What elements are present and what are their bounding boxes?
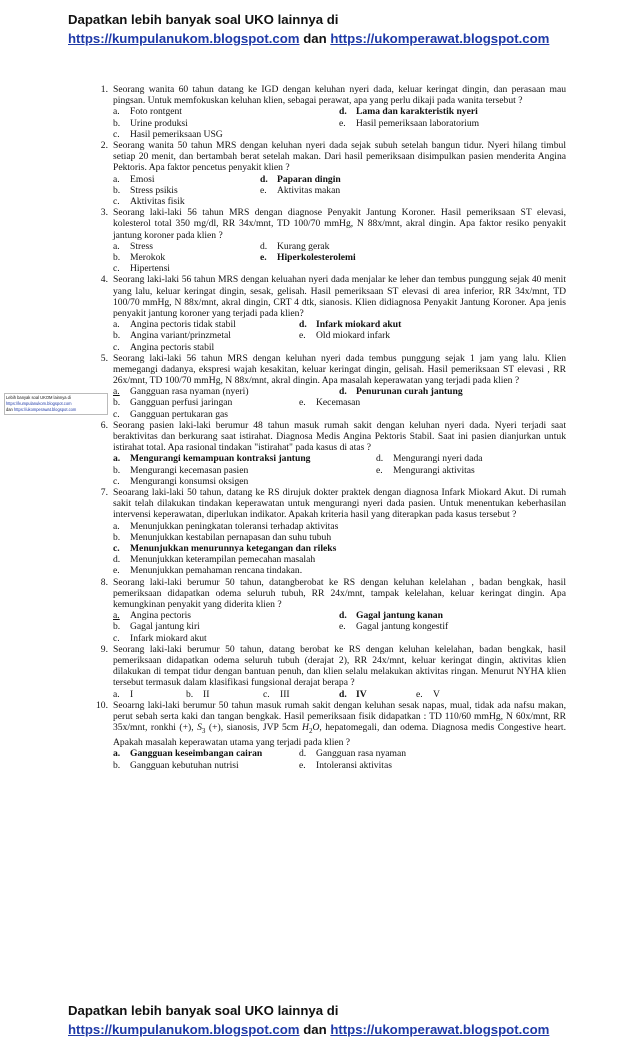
side-note-link-kumpulanukom[interactable]: https://kumpulanukom.blogspot.com [6,401,72,406]
answer-option [339,386,463,397]
option-text: Angina pectoris tidak stabil [130,319,236,331]
question-number: 10. [96,699,108,711]
answer-option [186,689,209,700]
answer-option [113,241,153,252]
answer-row [113,532,566,543]
option-text: Stress [130,240,153,252]
header-link-ukomperawat[interactable]: https://ukomperawat.blogspot.com [330,31,550,46]
option-letter: c. [113,263,120,275]
answer-option [299,319,401,330]
option-text: Stress psikis [130,184,178,196]
option-letter: a. [113,610,120,622]
side-note-and: dan [6,407,13,412]
answer-row [113,543,566,554]
question-item [90,487,566,577]
answer-option [113,319,236,330]
option-text: Mengurangi kecemasan pasien [130,464,249,476]
question-text: Seorang laki-laki berumur 50 tahun, datang berobat ke RS dengan keluhan kelelahan, badan bengkak, hasil pemeriksaan didapatkan odema seluruh tubuh (derajat 2), RR 24x/mnt, keluar keringat dingin, aktivitas klien dilakukan di tempat tidur dengan bantuan penuh, dan klien selalu melakukan aktivitas ringan. Menurut NYHA klien tersebut termasuk dalam klasifikasi fungsional derajat berapa ? [113,643,566,689]
answer-options [113,521,566,577]
answer-option [339,621,448,632]
answer-option [299,760,392,771]
option-text: Gangguan rasa nyaman [316,748,407,760]
option-text: Menunjukkan menurunnya ketegangan dan rileks [130,543,337,555]
option-letter: a. [113,688,120,700]
option-letter: e. [260,184,267,196]
answer-option [263,689,290,700]
option-letter: b. [186,688,194,700]
option-text: Emosi [130,173,155,185]
option-text: Mengurangi konsumsi oksigen [130,475,249,487]
answer-option [113,185,178,196]
answer-row [113,476,566,487]
option-text: Hasil pemeriksaan USG [130,128,223,140]
answer-option [376,465,475,476]
answer-row [113,521,566,532]
option-letter: e. [376,464,383,476]
option-letter: c. [113,341,120,353]
option-text: Menunjukkan kestabilan pernapasan dan suhu tubuh [130,531,332,543]
answer-option [260,185,340,196]
option-letter: b. [113,117,121,129]
footer-link-kumpulanukom[interactable]: https://kumpulanukom.blogspot.com [68,1022,300,1037]
option-text: Paparan dingin [277,173,341,185]
side-note-line1: Lebih banyak soal UKOM lainnya di [6,395,71,400]
answer-row [113,129,566,140]
option-letter: a. [113,386,120,398]
option-letter: e. [339,621,346,633]
question-number: 3. [100,207,108,219]
option-letter: c. [263,688,270,700]
answer-row [113,196,566,207]
answer-option [113,610,191,621]
option-letter: d. [299,319,307,331]
answer-option [260,174,341,185]
answer-option [113,118,188,129]
answer-option [113,409,228,420]
answer-options [113,241,566,275]
question-number: 1. [100,84,108,95]
answer-option [416,689,440,700]
answer-row [113,174,566,185]
header-link-kumpulanukom[interactable]: https://kumpulanukom.blogspot.com [68,31,300,46]
option-letter: d. [260,173,268,185]
answer-option [339,689,367,700]
option-text: I [130,688,134,700]
option-letter: e. [299,330,306,342]
answer-option [113,748,262,759]
answer-option [113,532,331,543]
option-text: Gagal jantung kanan [356,610,443,622]
option-text: Angina pectoris stabil [130,341,215,353]
question-text: Seorang laki-laki 56 tahun MRS dengan diagnose Penyakit Jantung Koroner. Hasil pemeriksaan ST elevasi, kolesterol total 350 mg/dl, RR 34x/mnt, TD 100/70 mmHg, N 88x/mnt, akral dingin. Apa faktor resiko penyakit jantung koroner pada klien ? [113,207,566,241]
option-text: Mengurangi kemampuan kontraksi jantung [130,453,311,465]
option-text: Aktivitas fisik [130,195,185,207]
option-letter: a. [113,520,120,532]
answer-option [113,397,232,408]
answer-option [299,330,390,341]
question-item [90,644,566,700]
answer-option [113,476,248,487]
footer-line1: Dapatkan lebih banyak soal UKO lainnya di [68,1003,339,1018]
option-letter: e. [416,688,423,700]
answer-row [113,633,566,644]
option-letter: d. [339,386,347,398]
question-item [90,577,566,644]
header-links [68,29,608,48]
option-text: Penurunan curah jantung [356,386,463,398]
answer-row [113,252,566,263]
question-text: Seoarang laki-laki 50 tahun, datang ke RS dirujuk dokter praktek dengan diagnosa Infark Miokard Akut. Di rumah sakit telah dilakukan tindakan keperawatan untuk mengurangi nyeri dada pasien. Untuk menentukan keberhasilan intervensi keperawatan, diperlukan indikator. Apakah kriteria hasil yang diterapkan pada kasus tersebut ? [113,487,566,521]
option-text: II [203,688,210,700]
answer-option [113,760,239,771]
question-item [90,140,566,207]
option-text: Angina pectoris [130,610,192,622]
option-text: Gangguan keseimbangan cairan [130,748,263,760]
question-item [90,420,566,487]
answer-options [113,174,566,208]
option-text: Mengurangi nyeri dada [393,453,483,465]
option-letter: d. [299,748,307,760]
question-text: Seorang laki-laki 56 tahun MRS dengan keluhan nyeri dada tembus punggung sejak 1 jam yang lalu. Klien memegangi dadanya, ekspresi wajah kesakitan, keluar keringat dingin, gelisah. Hasil pemeriksaan ST elevasi , RR 26x/mnt, TD 100/70 mmHg, N 88x/mnt, akral dingin. Apa masalah keperawatan yang terjadi pada klien ? [113,352,566,387]
option-text: Gangguan perfusi jaringan [130,397,233,409]
answer-options [113,610,566,644]
answer-row [113,554,566,565]
option-letter: a. [113,748,121,760]
option-letter: c. [113,543,120,555]
option-letter: d. [339,688,347,700]
answer-option [376,453,483,464]
option-letter: c. [113,195,120,207]
question-item [90,207,566,274]
question-text: Seorang laki-laki berumur 50 tahun, datangberobat ke RS dengan keluhan kelelahan , badan bengkak, hasil pemeriksaan didapatkan odema seluruh tubuh, RR 24x/mnt, tampak kelelahan, keluar keringat dingin. Apa kemungkinan penyakit yang diderita klien ? [113,576,566,610]
answer-option [113,174,155,185]
question-text: Seorang laki-laki 56 tahun MRS dengan keluahan nyeri dada menjalar ke leher dan tembus punggung sejak 40 menit yang lalu, keluar keringat dingin, sesak, gelisah. Hasil pemeriksaan ST elevasi di area inferior, RR 34x/mnt, TD 100/70 mmHg, N 88x/mnt, akral dingin, CRT 4 dtk, sianosis. Klien didiagnosa Penyakit Jantung Koroner. Apa jenis penyakit jantung koroner yang terjadi pada klien? [113,274,566,319]
answer-row [113,760,566,771]
option-letter: c. [113,475,120,487]
answer-row [113,241,566,252]
answer-option [113,252,165,263]
option-text: Menunjukkan keterampilan pemecahan masalah [130,554,316,566]
option-letter: c. [113,128,120,140]
answer-row [113,565,566,576]
answer-option [113,689,133,700]
answer-row [113,748,566,759]
option-text: Aktivitas makan [277,184,341,196]
question-text: Seoarng laki-laki berumur 50 tahun masuk rumah sakit dengan keluhan sesak napas, mual, tidak ada nafsu makan, perut sebah serta kaki dan tangan bengkak. Hasil pemeriksaan fisik didapatkan : TD 110/60 mmHg, N 60x/mnt, RR 35x/mnt, ronkhi (+), $S_3$ (+), sianosis, JVP 5cm $H_2O$, hepatomegali, dan odema. Diagnosa medis Congestive heart. Apakah masalah keperawatan utama yang terjadi pada klien ? [113,699,566,749]
question-text: Seorang pasien laki-laki berumur 48 tahun masuk rumah sakit dengan keluhan nyeri dada. Nyeri terjadi saat beraktivitas dan berkurang saat istirahat. Diagnosa Medis Angina Pektoris Stabil. Saat ini pasien dianjurkan untuk istirahat total. Apa rasional tindakan "istirahat" pada kasus di atas ? [113,419,566,454]
option-letter: a. [113,453,121,465]
option-text: Gagal jantung kiri [130,621,200,633]
question-item [90,700,566,771]
answer-row [113,386,566,397]
option-text: Gagal jantung kongestif [356,621,449,633]
option-letter: b. [113,759,121,771]
answer-option [113,263,170,274]
option-text: Menunjukkan pemahaman rencana tindakan. [130,565,303,577]
answer-options [113,106,566,140]
option-letter: e. [113,565,120,577]
option-text: Urine produksi [130,117,188,129]
answer-row [113,185,566,196]
option-text: Kecemasan [316,397,361,409]
option-text: Hasil pemeriksaan laboratorium [356,117,480,129]
answer-option [113,129,223,140]
answer-row [113,610,566,621]
page-footer [68,1001,608,1039]
question-text: Seorang wanita 60 tahun datang ke IGD dengan keluhan nyeri dada, keluar keringat dingin, dan perasaan mau pingsan. Untuk memfokuskan keluhan klien, sebagai perawat, apa yang perlu dikaji pada wanita tersebut ? [113,84,566,107]
option-text: Infark miokard akut [316,319,402,331]
side-note-link-ukomperawat[interactable]: https://ukomperawat.blogspot.com [13,407,77,412]
answer-option [113,465,248,476]
answer-option [113,106,182,117]
answer-row [113,342,566,353]
option-text: III [280,688,290,700]
answer-option [299,397,360,408]
question-number: 2. [100,139,108,151]
footer-link-ukomperawat[interactable]: https://ukomperawat.blogspot.com [330,1022,550,1037]
header-and: dan [303,31,327,46]
option-text: Menunjukkan peningkatan toleransi terhadap aktivitas [130,520,339,532]
answer-options [113,689,566,700]
option-letter: a. [113,319,120,331]
answer-option [339,106,478,117]
answer-row [113,330,566,341]
question-text: Seorang wanita 50 tahun MRS dengan keluhan nyeri dada sejak subuh setelah bangun tidur. Nyeri hilang timbul setiap 20 menit, dan bertambah berat setelah makan. Dari hasil pemeriksaan disimpulkan pasien menderita Angina Pektoris. Apa faktor pencetus penyakit klien ? [113,139,566,174]
question-item [90,274,566,352]
header-line1: Dapatkan lebih banyak soal UKO lainnya di [68,12,339,27]
answer-row [113,465,566,476]
question-item [90,353,566,420]
answer-option [113,543,336,554]
footer-links [68,1020,608,1039]
question-item [90,84,566,140]
answer-option [113,453,310,464]
footer-and: dan [303,1022,327,1037]
option-text: Angina variant/prinzmetal [130,330,231,342]
option-text: Intoleransi aktivitas [316,759,392,771]
option-text: IV [356,688,367,700]
question-number: 6. [100,419,108,431]
option-letter: d. [339,106,347,118]
option-text: Foto rontgent [130,106,182,118]
answer-option [113,565,302,576]
option-letter: d. [339,610,347,622]
answer-option [113,621,200,632]
option-letter: d. [113,554,121,566]
answer-options [113,748,566,770]
answer-option [113,342,214,353]
option-letter: a. [113,173,120,185]
answer-option [260,252,356,263]
option-text: Hipertensi [130,263,170,275]
option-letter: b. [113,621,121,633]
answer-row [113,397,566,408]
question-number: 9. [100,643,108,655]
option-letter: a. [113,240,120,252]
option-text: Gangguan kebutuhan nutrisi [130,759,239,771]
answer-option [113,196,185,207]
answer-option [260,241,329,252]
option-letter: b. [113,531,121,543]
option-letter: c. [113,408,120,420]
option-text: Merokok [130,251,166,263]
option-text: Gangguan rasa nyaman (nyeri) [130,386,249,398]
option-letter: b. [113,397,121,409]
option-text: Lama dan karakteristik nyeri [356,106,478,118]
option-letter: d. [376,453,384,465]
option-letter: e. [299,397,306,409]
answer-option [339,118,479,129]
answer-row [113,106,566,117]
answer-options [113,386,566,420]
answer-option [113,554,315,565]
answer-option [113,633,207,644]
option-letter: c. [113,632,120,644]
answer-option [299,748,406,759]
option-letter: e. [260,251,267,263]
option-letter: b. [113,464,121,476]
answer-option [113,521,338,532]
page-header [68,10,608,48]
option-letter: e. [299,759,306,771]
answer-row [113,319,566,330]
answer-options [113,453,566,487]
question-number: 5. [100,352,108,364]
option-letter: d. [260,240,268,252]
answer-options [113,319,566,353]
question-number: 8. [100,576,108,588]
answer-row [113,689,566,700]
answer-option [113,330,231,341]
option-text: Hiperkolesterolemi [277,251,356,263]
option-letter: b. [113,251,121,263]
answer-option [339,610,443,621]
option-text: V [433,688,440,700]
answer-row [113,118,566,129]
answer-row [113,453,566,464]
option-text: Mengurangi aktivitas [393,464,475,476]
question-number: 4. [100,274,108,286]
question-number: 7. [100,487,108,499]
answer-row [113,409,566,420]
answer-row [113,621,566,632]
option-letter: b. [113,184,121,196]
option-text: Old miokard infark [316,330,391,342]
answer-row [113,263,566,274]
option-text: Infark miokard akut [130,632,207,644]
answer-option [113,386,249,397]
option-text: Kurang gerak [277,240,330,252]
option-letter: a. [113,106,120,118]
option-letter: e. [339,117,346,129]
option-letter: b. [113,330,121,342]
option-text: Gangguan pertukaran gas [130,408,229,420]
question-list [90,84,566,771]
